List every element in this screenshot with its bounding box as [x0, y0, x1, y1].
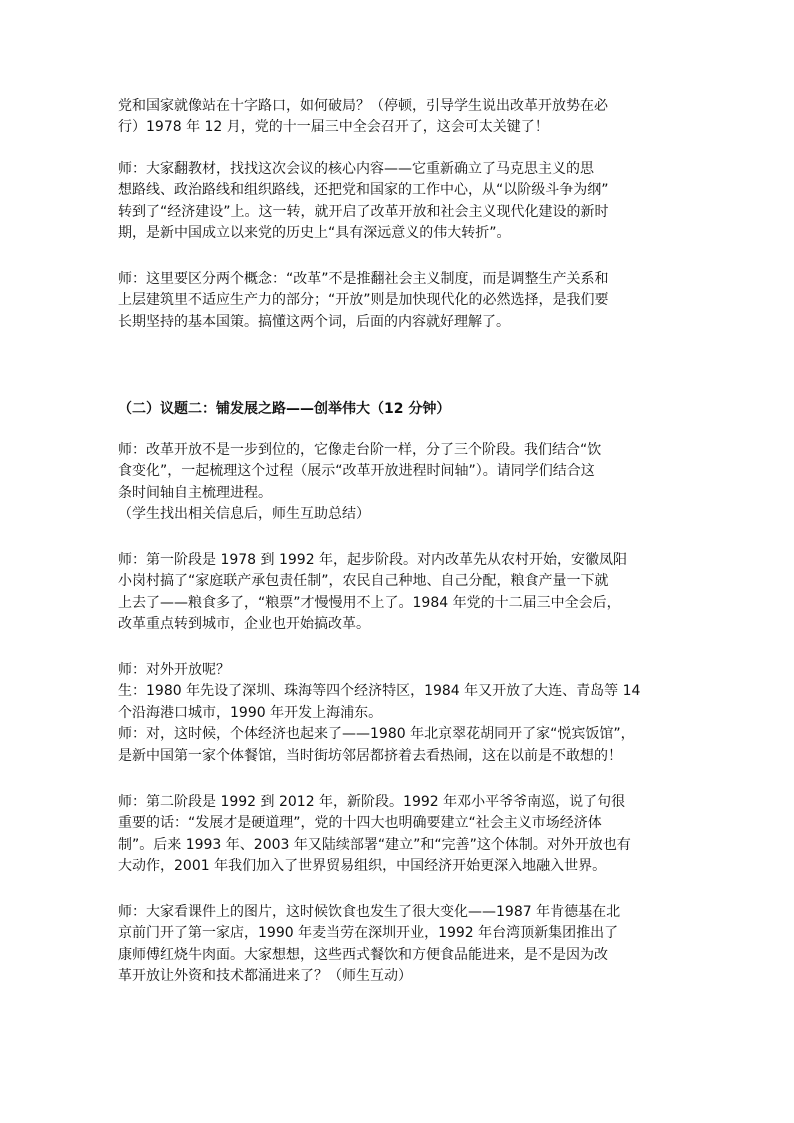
text-line: 师：对，这时候，个体经济也起来了——1980 年北京翠花胡同开了家“悦宾饭馆”， [118, 726, 635, 743]
text-line: 改革重点转到城市，企业也开始搞改革。 [118, 616, 370, 633]
paragraph-three-stages [118, 440, 678, 526]
text-line: 条时间轴自主梳理进程。 [118, 484, 272, 501]
text-line: 师：对外开放呢？ [118, 662, 230, 678]
text-line: 师：第一阶段是 1978 到 1992 年，起步阶段。对内改革先从农村开始，安徽凤阳 [118, 552, 628, 568]
text-line: 大动作，2001 年我们加入了世界贸易组织，中国经济开始更深入地融入世界。 [118, 858, 607, 875]
text-line: 党和国家就像站在十字路口，如何破局？（停顿，引导学生说出改革开放势在必 [118, 98, 608, 114]
text-line: 个沿海港口城市，1990 年开发上海浦东。 [118, 704, 383, 721]
paragraph-stage-one [118, 550, 678, 636]
text-line: 师：改革开放不是一步到位的，它像走台阶一样，分了三个阶段。我们结合“饮 [118, 442, 602, 458]
text-line: 行）1978 年 12 月，党的十一届三中全会召开了，这会可太关键了！ [118, 119, 549, 136]
text-line: 师：大家翻教材，找找这次会议的核心内容——它重新确立了马克思主义的思 [118, 161, 594, 177]
text-line: 期，是新中国成立以来党的历史上“具有深远意义的伟大转折”。 [118, 225, 511, 242]
text-line: 京前门开了第一家店，1990 年麦当劳在深圳开业，1992 年台湾顶新集团推出了 [118, 925, 619, 942]
text-line: 革开放让外资和技术都涌进来了？（师生互动） [118, 968, 412, 985]
text-line: 食变化”，一起梳理这个过程（展示“改革开放进程时间轴”）。请同学们结合这 [118, 463, 595, 480]
text-line: 师：这里要区分两个概念：“改革”不是推翻社会主义制度，而是调整生产关系和 [118, 271, 609, 287]
paragraph-food-changes [118, 902, 678, 988]
paragraph-opening-up [118, 660, 678, 767]
text-line: 是新中国第一家个体餐馆，当时街坊邻居都挤着去看热闹，这在以前是不敢想的！ [118, 747, 622, 764]
paragraph-stage-two [118, 792, 678, 878]
text-line: 长期坚持的基本国策。搞懂这两个词，后面的内容就好理解了。 [118, 313, 510, 330]
text-line: 师：大家看课件上的图片，这时候饮食也发生了很大变化——1987 年肯德基在北 [118, 904, 621, 920]
paragraph-crossroads [118, 96, 678, 139]
text-line: 转到了“经济建设”上。这一转，就开启了改革开放和社会主义现代化建设的新时 [118, 203, 609, 220]
paragraph-two-concepts [118, 269, 678, 333]
text-line: 康师傅红烧牛肉面。大家想想，这些西式餐饮和方便食品能进来，是不是因为改 [118, 946, 608, 963]
paragraph-plenum-content [118, 159, 678, 245]
text-line: 制”。后来 1993 年、2003 年又陆续部署“建立”和“完善”这个体制。对外开放也有 [118, 836, 631, 853]
text-line: 生：1980 年先设了深圳、珠海等四个经济特区，1984 年又开放了大连、青岛等 14 [118, 683, 641, 700]
text-line: 师：第二阶段是 1992 到 2012 年，新阶段。1992 年邓小平爷爷南巡，说了句很 [118, 794, 626, 810]
text-line: 想路线、政治路线和组织路线，还把党和国家的工作中心，从“以阶级斗争为纲” [118, 182, 609, 199]
text-line: 上层建筑里不适应生产力的部分；“开放”则是加快现代化的必然选择，是我们要 [118, 292, 609, 309]
text-line: 小岗村搞了“家庭联产承包责任制”，农民自己种地、自己分配，粮食产量一下就 [118, 573, 609, 590]
section-heading: （二）议题二：铺发展之路——创举伟大（12 分钟） [118, 401, 451, 417]
text-line: 重要的话：“发展才是硬道理”，党的十四大也明确要建立“社会主义市场经济体 [118, 815, 602, 832]
text-line: （学生找出相关信息后，师生互助总结） [118, 506, 370, 523]
text-line: 上去了——粮食多了，“粮票”才慢慢用不上了。1984 年党的十二届三中全会后， [118, 594, 621, 611]
